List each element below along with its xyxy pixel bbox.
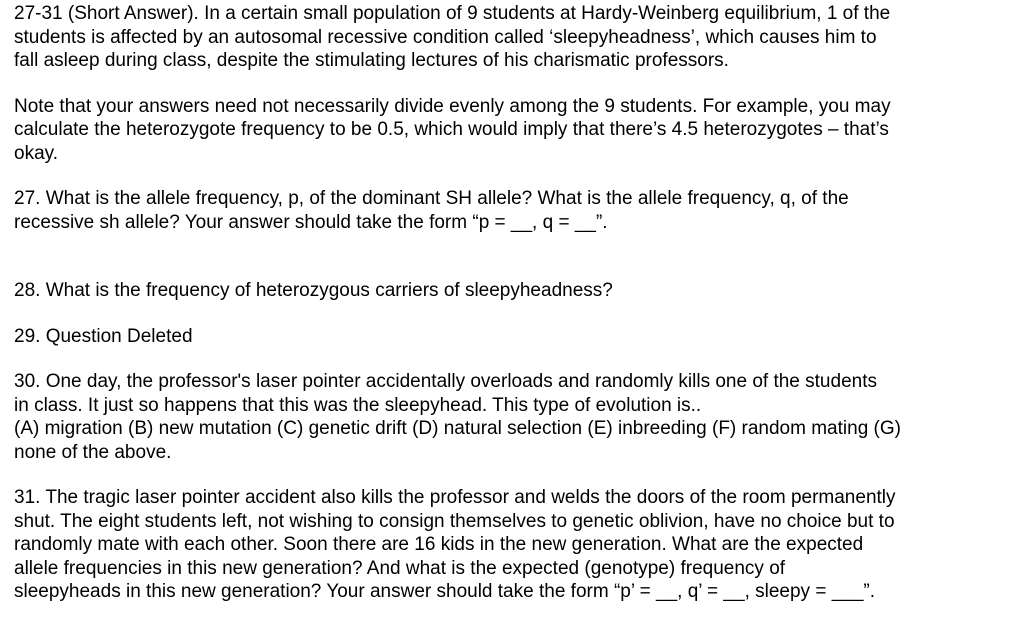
question-30-line: in class. It just so happens that this was the sleepyhead. This type of evolution is.. [14,394,702,416]
document-page [14,2,1014,604]
note-line: calculate the heterozygote frequency to be 0.5, which would imply that there’s 4.5 heterozygotes – that’s [14,119,889,140]
question-28 [14,279,1014,303]
paragraph-gap [14,165,1014,187]
paragraph-gap [14,348,1014,370]
paragraph-gap [14,303,1014,325]
note-line: okay. [14,142,59,164]
question-27-line: recessive sh allele? Your answer should take the form “p = __, q = __”. [14,211,608,233]
intro-paragraph [14,2,1014,73]
paragraph-gap [14,234,1014,279]
question-31-line: sleepyheads in this new generation? Your answer should take the form “p’ = __, q’ = __, sleepy = ___”. [14,581,876,602]
question-30-line: (A) migration (B) new mutation (C) genetic drift (D) natural selection (E) inbreeding (F) random mating (G) [14,418,901,439]
question-28-line: 28. What is the frequency of heterozygous carriers of sleepyheadness? [14,280,613,301]
question-31-line: allele frequencies in this new generation? And what is the expected (genotype) frequency of [14,557,786,579]
note-paragraph [14,95,1014,166]
question-30-line: none of the above. [14,441,172,463]
question-30-line: 30. One day, the professor's laser pointer accidentally overloads and randomly kills one of the students [14,371,877,392]
paragraph-gap [14,73,1014,95]
question-31-line: randomly mate with each other. Soon there are 16 kids in the new generation. What are the expected [14,534,864,555]
intro-line: students is affected by an autosomal recessive condition called ‘sleepyheadness’, which causes him to [14,26,877,48]
question-27-line: 27. What is the allele frequency, p, of the dominant SH allele? What is the allele frequency, q, of the [14,188,849,209]
question-31-line: 31. The tragic laser pointer accident also kills the professor and welds the doors of the room permanently [14,487,896,508]
intro-line: fall asleep during class, despite the stimulating lectures of his charismatic professors. [14,50,729,71]
question-29 [14,325,1014,349]
question-29-line: 29. Question Deleted [14,325,193,347]
question-27 [14,187,1014,234]
paragraph-gap [14,464,1014,486]
intro-line: 27-31 (Short Answer). In a certain small population of 9 students at Hardy-Weinberg equilibrium, 1 of the [14,3,891,24]
note-line: Note that your answers need not necessarily divide evenly among the 9 students. For example, you may [14,95,891,117]
question-31-line: shut. The eight students left, not wishing to consign themselves to genetic oblivion, have no choice but to [14,510,895,532]
question-31 [14,486,1014,604]
question-30 [14,370,1014,464]
